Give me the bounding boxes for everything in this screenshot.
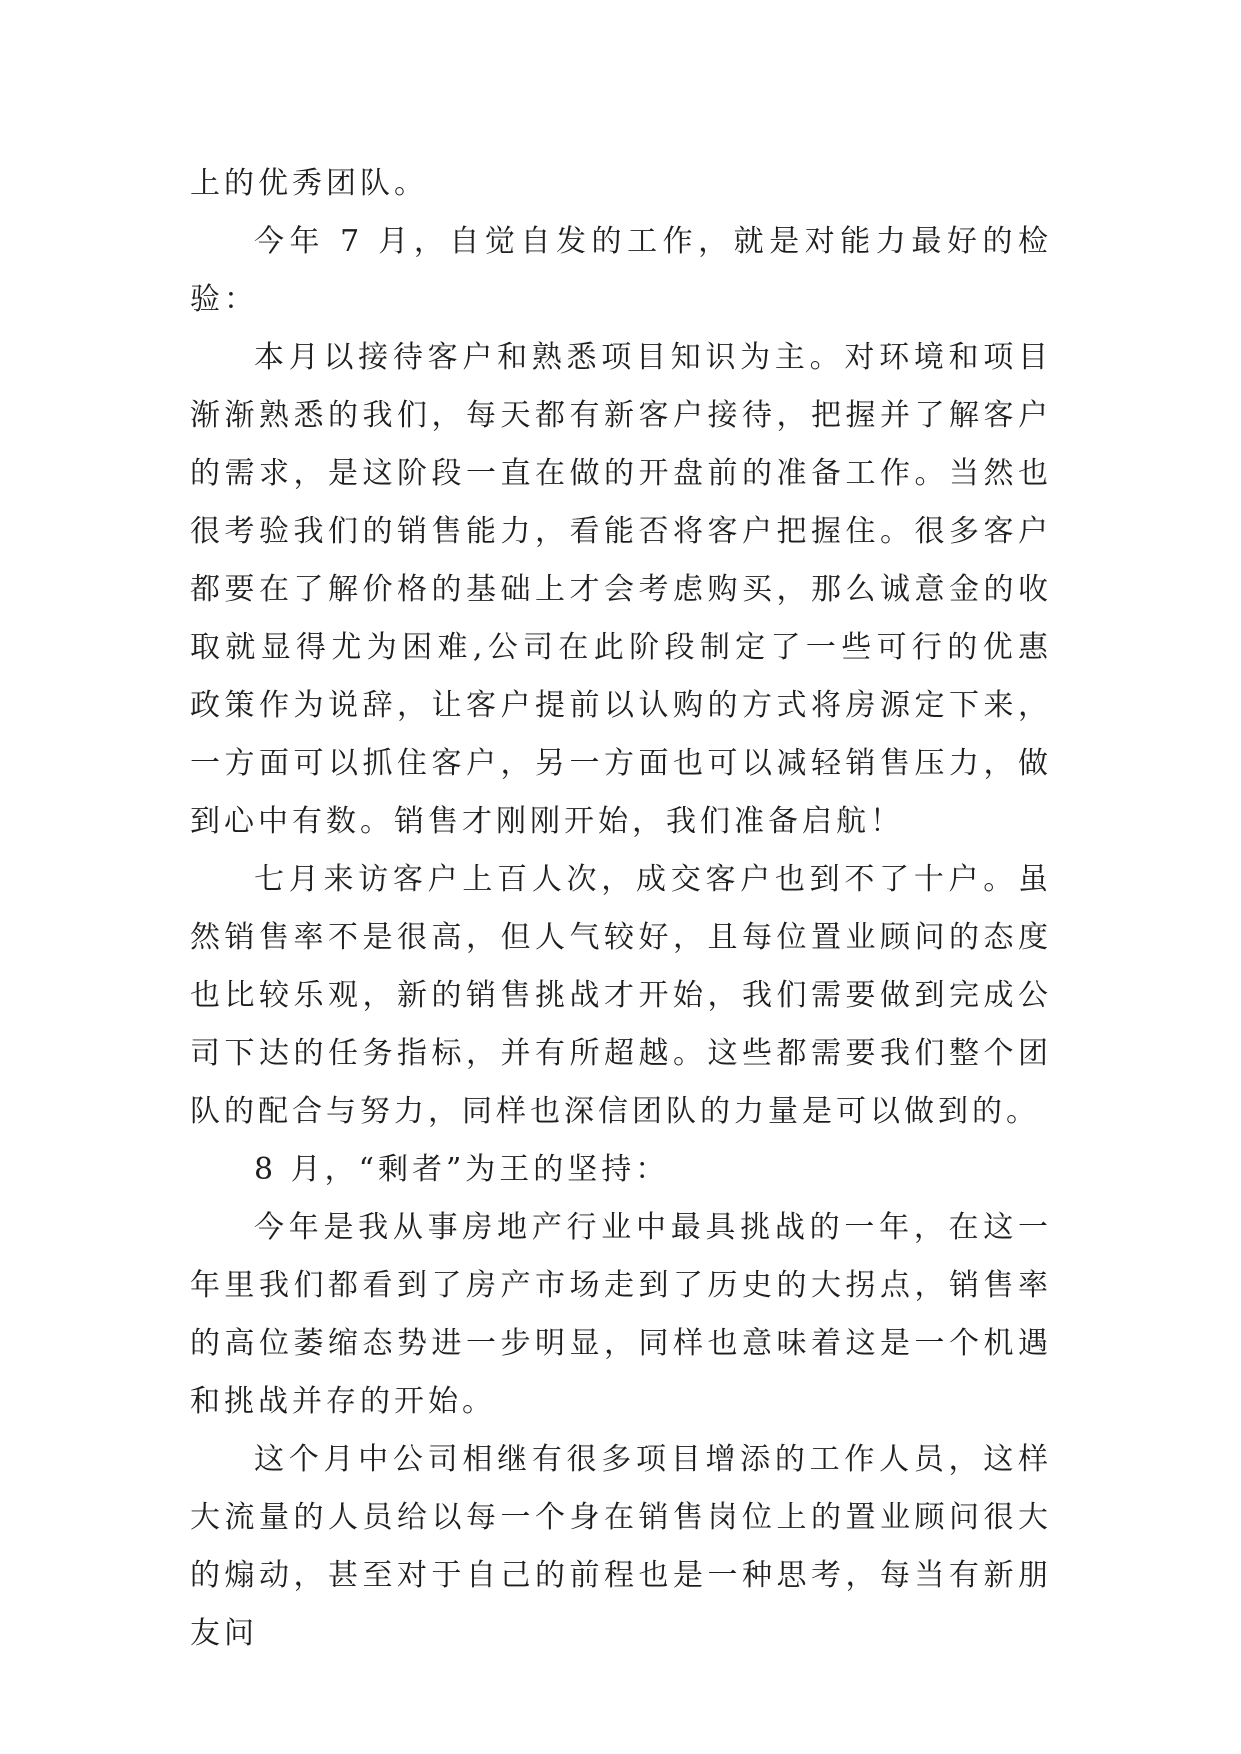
- paragraph-6: 今年是我从事房地产行业中最具挑战的一年，在这一年里我们都看到了房产市场走到了历史的大拐点，销售率的高位萎缩态势进一步明显，同样也意味着这是一个机遇和挑战并存的开始。: [190, 1210, 1052, 1419]
- paragraph-3: 本月以接待客户和熟悉项目知识为主。对环境和项目渐渐熟悉的我们，每天都有新客户接待，把握并了解客户的需求，是这阶段一直在做的开盘前的准备工作。当然也很考验我们的销售能力，看能否将客户把握住。很多客户都要在了解价格的基础上才会考虑购买，那么诚意金的收取就显得尤为困难,公司在此阶段制定了一些可行的优惠政策作为说辞，让客户提前以认购的方式将房源定下来，一方面可以抓住客户，另一方面也可以减轻销售压力，做到心中有数。销售才刚刚开始，我们准备启航！: [190, 340, 1052, 839]
- paragraph-5: 8 月，“剩者”为王的坚持：: [254, 1152, 670, 1187]
- paragraph-7: 这个月中公司相继有很多项目增添的工作人员，这样大流量的人员给以每一个身在销售岗位上的置业顾问很大的煽动，甚至对于自己的前程也是一种思考，每当有新朋友问: [190, 1442, 1052, 1651]
- document-body: [190, 155, 1052, 1663]
- paragraph-1: 上的优秀团队。: [190, 166, 428, 201]
- paragraph-4: 七月来访客户上百人次，成交客户也到不了十户。虽然销售率不是很高，但人气较好，且每位置业顾问的态度也比较乐观，新的销售挑战才开始，我们需要做到完成公司下达的任务指标，并有所超越。这些都需要我们整个团队的配合与努力，同样也深信团队的力量是可以做到的。: [190, 862, 1052, 1129]
- paragraph-2: 今年 7 月，自觉自发的工作，就是对能力最好的检验：: [190, 224, 1052, 317]
